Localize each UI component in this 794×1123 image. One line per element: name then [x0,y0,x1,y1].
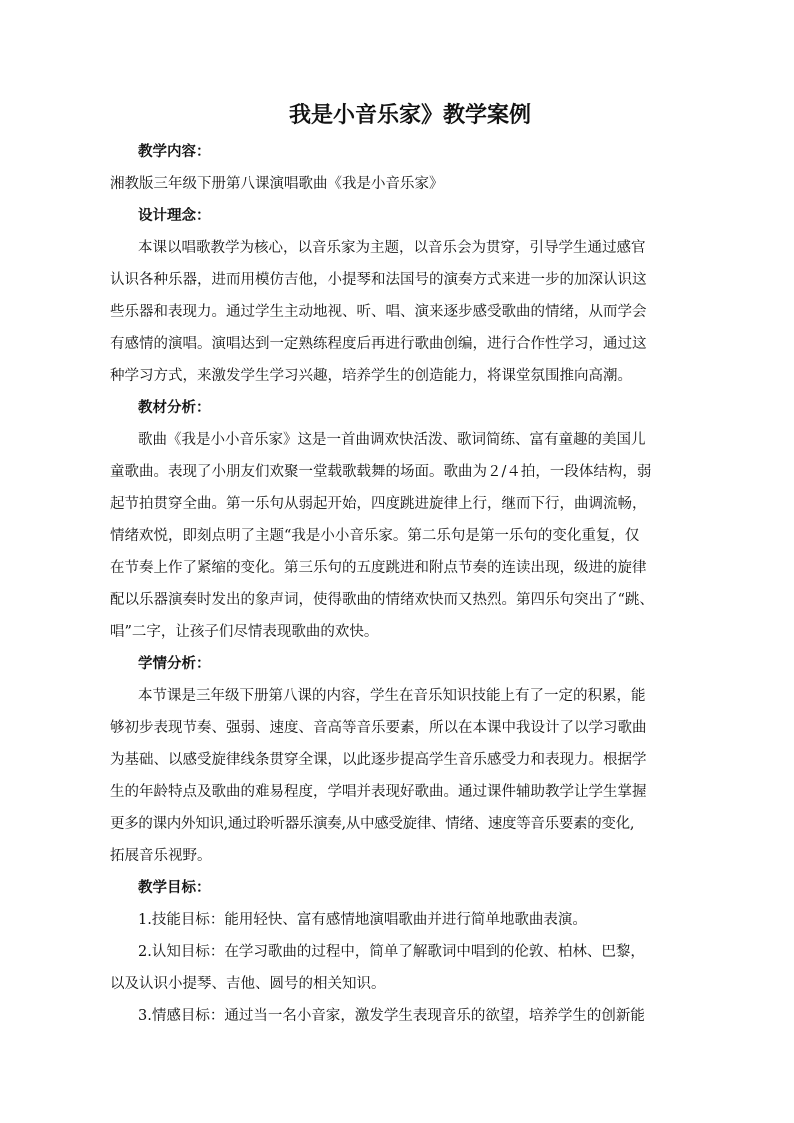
section-body-materials [110,424,710,648]
text-line: 配以乐器演奏时发出的象声词，使得歌曲的情绪欢快而又热烈。第四乐句突出了“跳、 [110,592,654,608]
section-body-students [110,680,710,872]
section-heading-content: 教学内容： [138,143,211,160]
goal-item: 3.情感目标：通过当一名小音家，激发学生表现音乐的欲望，培养学生的创新能 [138,1008,645,1024]
text-line: 唱”二字，让孩子们尽情表现歌曲的欢快。 [110,624,379,640]
document-body [110,96,710,1032]
text-line: 本课以唱歌教学为核心，以音乐家为主题，以音乐会为贯穿，引导学生通过感官 [138,240,646,256]
text-line: 本节课是三年级下册第八课的内容，学生在音乐知识技能上有了一定的积累，能 [138,688,646,704]
section-heading-design: 设计理念： [138,207,211,224]
text-line: 更多的课内外知识,通过聆听器乐演奏,从中感受旋律、情绪、速度等音乐要素的变化, [110,816,635,832]
text-line: 种学习方式，来激发学生学习兴趣，培养学生的创造能力，将课堂氛围推向高潮。 [110,368,632,384]
section-heading-goals: 教学目标： [138,879,211,896]
text-line: 认识各种乐器，进而用模仿吉他，小提琴和法国号的演奏方式来进一步的加深认识这 [110,272,647,288]
text-line: 起节拍贯穿全曲。第一乐句从弱起开始，四度跳进旋律上行，继而下行，曲调流畅， [110,496,647,512]
text-line: 童歌曲。表现了小朋友们欢聚一堂载歌载舞的场面。歌曲为２/４拍，一段体结构，弱 [110,464,652,480]
text-line: 生的年龄特点及歌曲的难易程度，学唱并表现好歌曲。通过课件辅助教学让学生掌握 [110,784,647,800]
document-title: 我是小音乐家》教学案例 [288,102,531,128]
text-line: 些乐器和表现力。通过学生主动地视、听、唱、演来逐步感受歌曲的情绪，从而学会 [110,304,647,320]
text-line: 拓展音乐视野。 [110,848,212,864]
text-line: 有感情的演唱。演唱达到一定熟练程度后再进行歌曲创编，进行合作性学习，通过这 [110,336,647,352]
section-heading-students: 学情分析： [138,655,211,672]
text-line: 湘教版三年级下册第八课演唱歌曲《我是小音乐家》 [110,176,444,192]
section-body-design [110,232,710,392]
goal-item: 1.技能目标：能用轻快、富有感情地演唱歌曲并进行简单地歌曲表演。 [138,912,587,928]
text-line: 为基础、以感受旋律线条贯穿全课，以此逐步提高学生音乐感受力和表现力。根据学 [110,752,647,768]
text-line: 以及认识小提琴、吉他、圆号的相关知识。 [110,976,386,992]
text-line: 够初步表现节奏、强弱、速度、音高等音乐要素，所以在本课中我设计了以学习歌曲 [110,720,647,736]
text-line: 歌曲《我是小小音乐家》这是一首曲调欢快活泼、歌词简练、富有童趣的美国儿 [138,432,646,448]
section-body-content [110,168,710,200]
section-body-goals [110,904,710,1032]
section-heading-materials: 教材分析： [138,399,211,416]
text-line: 情绪欢悦，即刻点明了主题“我是小小音乐家。第二乐句是第一乐句的变化重复，仅 [110,528,640,544]
goal-item: 2.认知目标：在学习歌曲的过程中，简单了解歌词中唱到的伦敦、柏林、巴黎， [138,944,645,960]
text-line: 在节奏上作了紧缩的变化。第三乐句的五度跳进和附点节奏的连读出现，级进的旋律 [110,560,647,576]
